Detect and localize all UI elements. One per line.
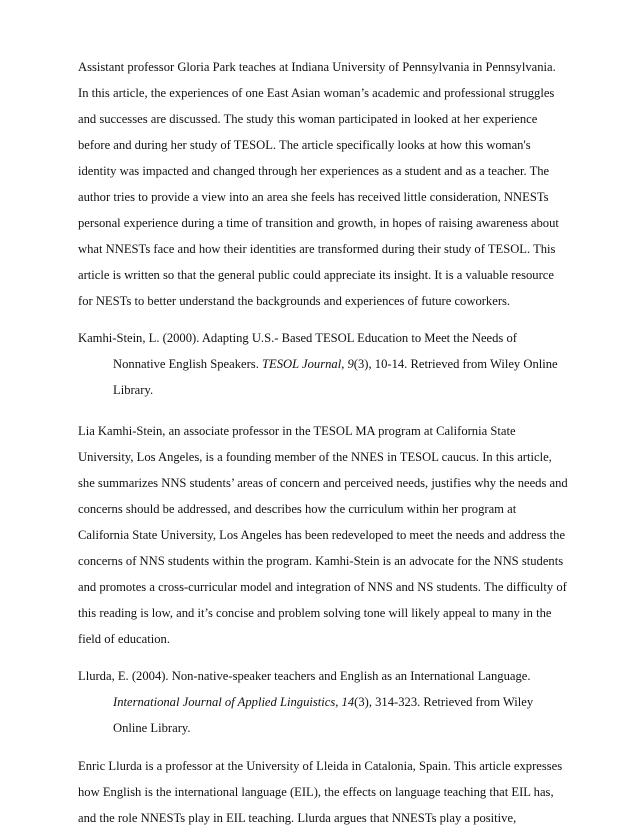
text-line: concerns should be addressed, and describes how the curriculum within her program at — [78, 502, 517, 516]
text-line: Lia Kamhi-Stein, an associate professor in the TESOL MA program at California State — [78, 424, 516, 438]
text-line: field of education. — [78, 632, 170, 646]
text-line: Assistant professor Gloria Park teaches at Indiana University of Pennsylvania in Pennsylvania. — [78, 60, 556, 74]
citation-text: (3), 314-323. Retrieved from Wiley — [354, 695, 534, 709]
text-line: concerns of NNS students within the program. Kamhi-Stein is an advocate for the NNS students — [78, 554, 564, 568]
text-line: and the role NNESTs play in EIL teaching. Llurda argues that NNESTs play a positive, — [78, 811, 517, 825]
text-line: how English is the international language (EIL), the effects on language teaching that EIL has, — [78, 785, 554, 799]
text-line: this reading is low, and it’s concise and problem solving tone will likely appeal to many in the — [78, 606, 552, 620]
text-line: author tries to provide a view into an area she feels has received little consideration, NNESTs — [78, 190, 549, 204]
text-line: and promotes a cross-curricular model and integration of NNS and NS students. The difficulty of — [78, 580, 567, 594]
citation-line: Library. — [113, 383, 154, 397]
text-line: before and during her study of TESOL. The article specifically looks at how this woman's — [78, 138, 531, 152]
journal-title: International Journal of Applied Linguistics, 14 — [113, 695, 355, 709]
text-line: for NESTs to better understand the backgrounds and experiences of future coworkers. — [78, 294, 511, 308]
text-line: article is written so that the general public could appreciate its insight. It is a valuable resource — [78, 268, 554, 282]
citation-text: Nonnative English Speakers. — [113, 357, 262, 371]
text-line: identity was impacted and changed through her experiences as a student and as a teacher. The — [78, 164, 550, 178]
text-line: and successes are discussed. The study this woman participated in looked at her experience — [78, 112, 538, 126]
text-line: Enric Llurda is a professor at the University of Lleida in Catalonia, Spain. This article expresses — [78, 759, 563, 773]
citation-line: Llurda, E. (2004). Non-native-speaker teachers and English as an International Language. — [78, 669, 531, 683]
citation-line: Kamhi-Stein, L. (2000). Adapting U.S.- Based TESOL Education to Meet the Needs of — [78, 331, 517, 345]
text-line: what NNESTs face and how their identities are transformed during their study of TESOL. This — [78, 242, 556, 256]
citation-line — [113, 694, 533, 710]
citation-line: Online Library. — [113, 721, 191, 735]
text-line: personal experience during a time of transition and growth, in hopes of raising awareness about — [78, 216, 559, 230]
text-line: University, Los Angeles, is a founding member of the NNES in TESOL caucus. In this article, — [78, 450, 552, 464]
citation-text: (3), 10-14. Retrieved from Wiley Online — [353, 357, 558, 371]
text-line: she summarizes NNS students’ areas of concern and perceived needs, justifies why the needs and — [78, 476, 568, 490]
text-line: In this article, the experiences of one East Asian woman’s academic and professional struggles — [78, 86, 555, 100]
text-line: California State University, Los Angeles has been redeveloped to meet the needs and address the — [78, 528, 566, 542]
citation-line — [113, 356, 558, 372]
journal-title: TESOL Journal, 9 — [262, 357, 354, 371]
